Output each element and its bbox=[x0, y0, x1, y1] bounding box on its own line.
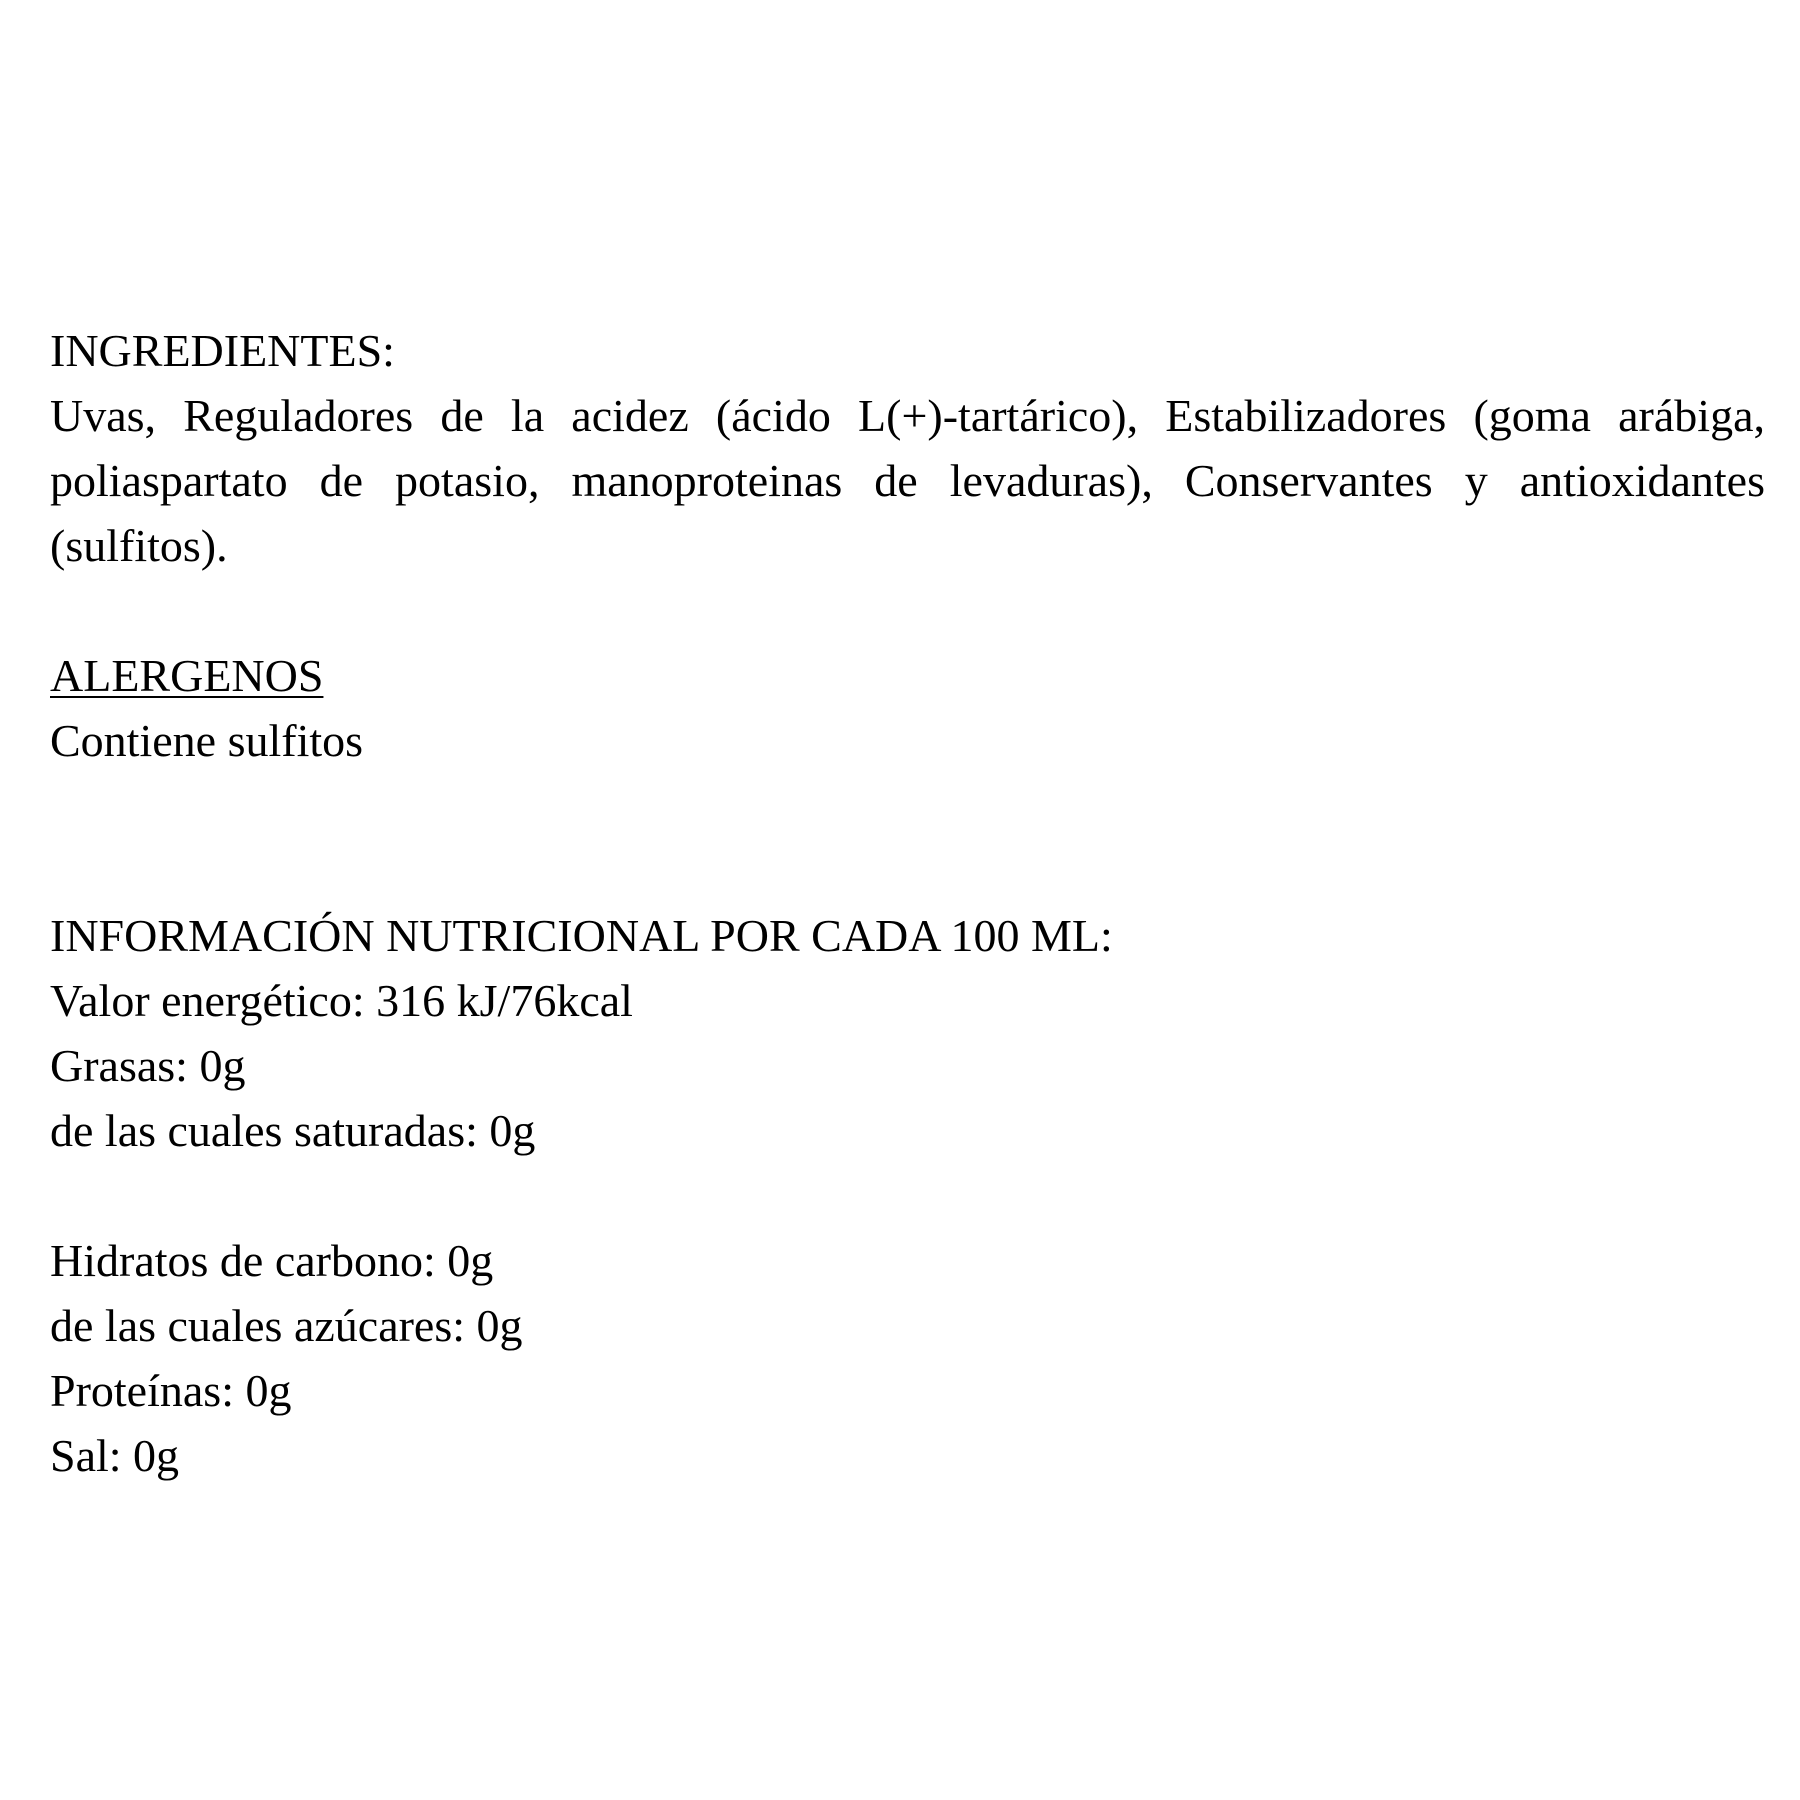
allergens-heading: ALERGENOS bbox=[50, 650, 324, 701]
nutrition-carbs: Hidratos de carbono: 0g bbox=[50, 1235, 494, 1286]
spacer bbox=[50, 578, 1765, 643]
nutrition-sugars: de las cuales azúcares: 0g bbox=[50, 1300, 523, 1351]
nutrition-protein: Proteínas: 0g bbox=[50, 1365, 292, 1416]
nutrition-heading: INFORMACIÓN NUTRICIONAL POR CADA 100 ML: bbox=[50, 910, 1113, 961]
nutrition-energy: Valor energético: 316 kJ/76kcal bbox=[50, 975, 633, 1026]
nutrition-fat: Grasas: 0g bbox=[50, 1040, 246, 1091]
ingredients-heading: INGREDIENTES: bbox=[50, 325, 395, 376]
nutrition-saturated: de las cuales saturadas: 0g bbox=[50, 1105, 536, 1156]
ingredients-text: Uvas, Reguladores de la acidez (ácido L(+)-tartárico), Estabilizadores (goma arábiga, poliaspartato de potasio, manoproteinas de levaduras), Conservantes y antioxidantes (sulfitos). bbox=[50, 390, 1765, 571]
nutrition-salt: Sal: 0g bbox=[50, 1430, 180, 1481]
spacer bbox=[50, 773, 1765, 903]
label-document bbox=[50, 318, 1765, 1488]
allergens-text: Contiene sulfitos bbox=[50, 715, 364, 766]
spacer bbox=[50, 1163, 1765, 1228]
